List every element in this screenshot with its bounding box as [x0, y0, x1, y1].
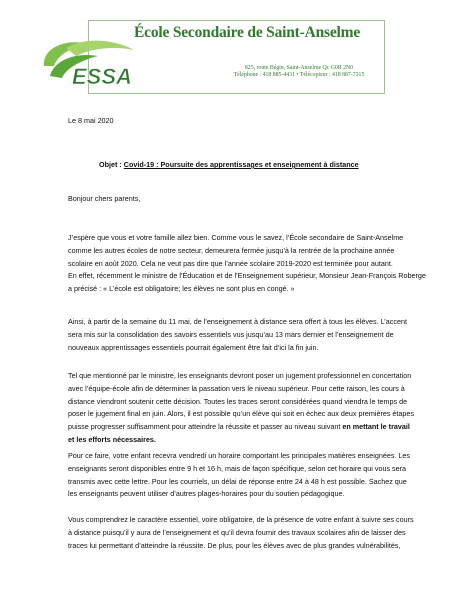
school-logo: [36, 36, 146, 94]
paragraph-line: J’espère que vous et votre famille allez bien. Comme vous le savez, l’École secondaire de Saint-Anselme: [68, 233, 404, 242]
letter-subject: [99, 160, 359, 169]
paragraph-line-text: puisse progresser suffisamment pour atteindre la réussite et passer au niveau suivant: [68, 422, 343, 432]
paragraph-line: comme les autres écoles de notre secteur, demeurera fermée jusqu’à la rentrée de la prochaine année: [68, 245, 395, 255]
paragraph-line: sera mis sur la consolidation des savoirs essentiels vus jusqu’au 13 mars dernier et l’enseignement de: [68, 329, 394, 339]
paragraph-1: [68, 232, 424, 296]
emphasis-text: en mettant le travail: [342, 422, 410, 432]
paragraph-line: Pour ce faire, votre enfant recevra vendredi un horaire comportant les principales matières enseignées. Les: [68, 451, 410, 460]
phone-line: Téléphone : 418 885-4431 • Télécopieur : 418 887-7315: [233, 72, 365, 79]
letterhead: [26, 16, 382, 89]
subject-text: Covid-19 : Poursuite des apprentissages et enseignement à distance: [123, 160, 359, 169]
paragraph-line: nouveaux apprentissages essentiels pourrait également être fait d’ici la fin juin.: [68, 342, 319, 352]
logo-text: ESSA: [72, 64, 132, 89]
letter-greeting: Bonjour chers parents,: [68, 194, 141, 203]
paragraph-line: scolaire en août 2020. Cela ne veut pas dire que l’année scolaire 2019-2020 est terminée pour autant.: [68, 258, 393, 268]
school-address: [224, 65, 374, 79]
address-line: 825, route Bégin, Saint-Anselme Qc G0R 2N0: [244, 65, 354, 71]
paragraph-line: traces lui permettant d’atteindre la réussite. De plus, pour les élèves avec de plus grandes vulnérabilités,: [68, 540, 401, 550]
paragraph-line: transmis avec cette lettre. Pour les courriels, un délai de réponse entre 24 à 48 h est possible. Sachez que: [68, 476, 407, 486]
paragraph-line: les enseignants peuvent utiliser d’autres plages-horaires pour du soutien pédagogique.: [68, 489, 345, 499]
paragraph-line: Tel que mentionné par le ministre, les enseignants devront poser un jugement professionnel en concertation: [68, 371, 412, 380]
paragraph-3: [68, 370, 424, 447]
paragraph-line: Ainsi, à partir de la semaine du 11 mai, de l’enseignement à distance sera offert à tous les élèves. L’accent: [68, 317, 407, 326]
paragraph-line: poser le jugement final en juin. Alors, il est possible qu’un élève qui soit en échec aux deux premières étapes: [68, 409, 415, 419]
paragraph-line: Vous comprendrez le caractère essentiel, voire obligatoire, de la présence de votre enfant à suivre ses cours: [68, 515, 414, 524]
subject-label: Objet :: [99, 160, 124, 169]
paragraph-4: [68, 450, 424, 501]
paragraph-2: [68, 316, 424, 354]
letter-date: Le 8 mai 2020: [68, 116, 114, 125]
paragraph-5: [68, 514, 424, 552]
paragraph-line: à distance puisqu’il y aura de l’enseignement et qu’il devra fournir des travaux scolaires afin de laisser des: [68, 527, 406, 537]
paragraph-line: a précisé : « L’école est obligatoire; les élèves ne sont plus en congé. »: [68, 284, 295, 294]
paragraph-line: avec l’équipe-école afin de déterminer la passation vers le niveau supérieur. Pour cette raison, les cours à: [68, 383, 405, 393]
emphasis-line: et les efforts nécessaires.: [68, 434, 156, 444]
paragraph-line: enseignants seront disponibles entre 9 h et 16 h, mais de façon spécifique, selon cet horaire qui vous sera: [68, 463, 407, 473]
school-name: École Secondaire de Saint-Anselme: [134, 24, 361, 41]
paragraph-line: En effet, récemment le ministre de l’Éducation et de l’Enseignement supérieur, Monsieur Jean-François Roberge: [68, 271, 426, 281]
paragraph-line: [68, 421, 424, 434]
paragraph-line: distance viendront soutenir cette décision. Toutes les traces seront considérées quand viendra le temps de: [68, 396, 408, 406]
